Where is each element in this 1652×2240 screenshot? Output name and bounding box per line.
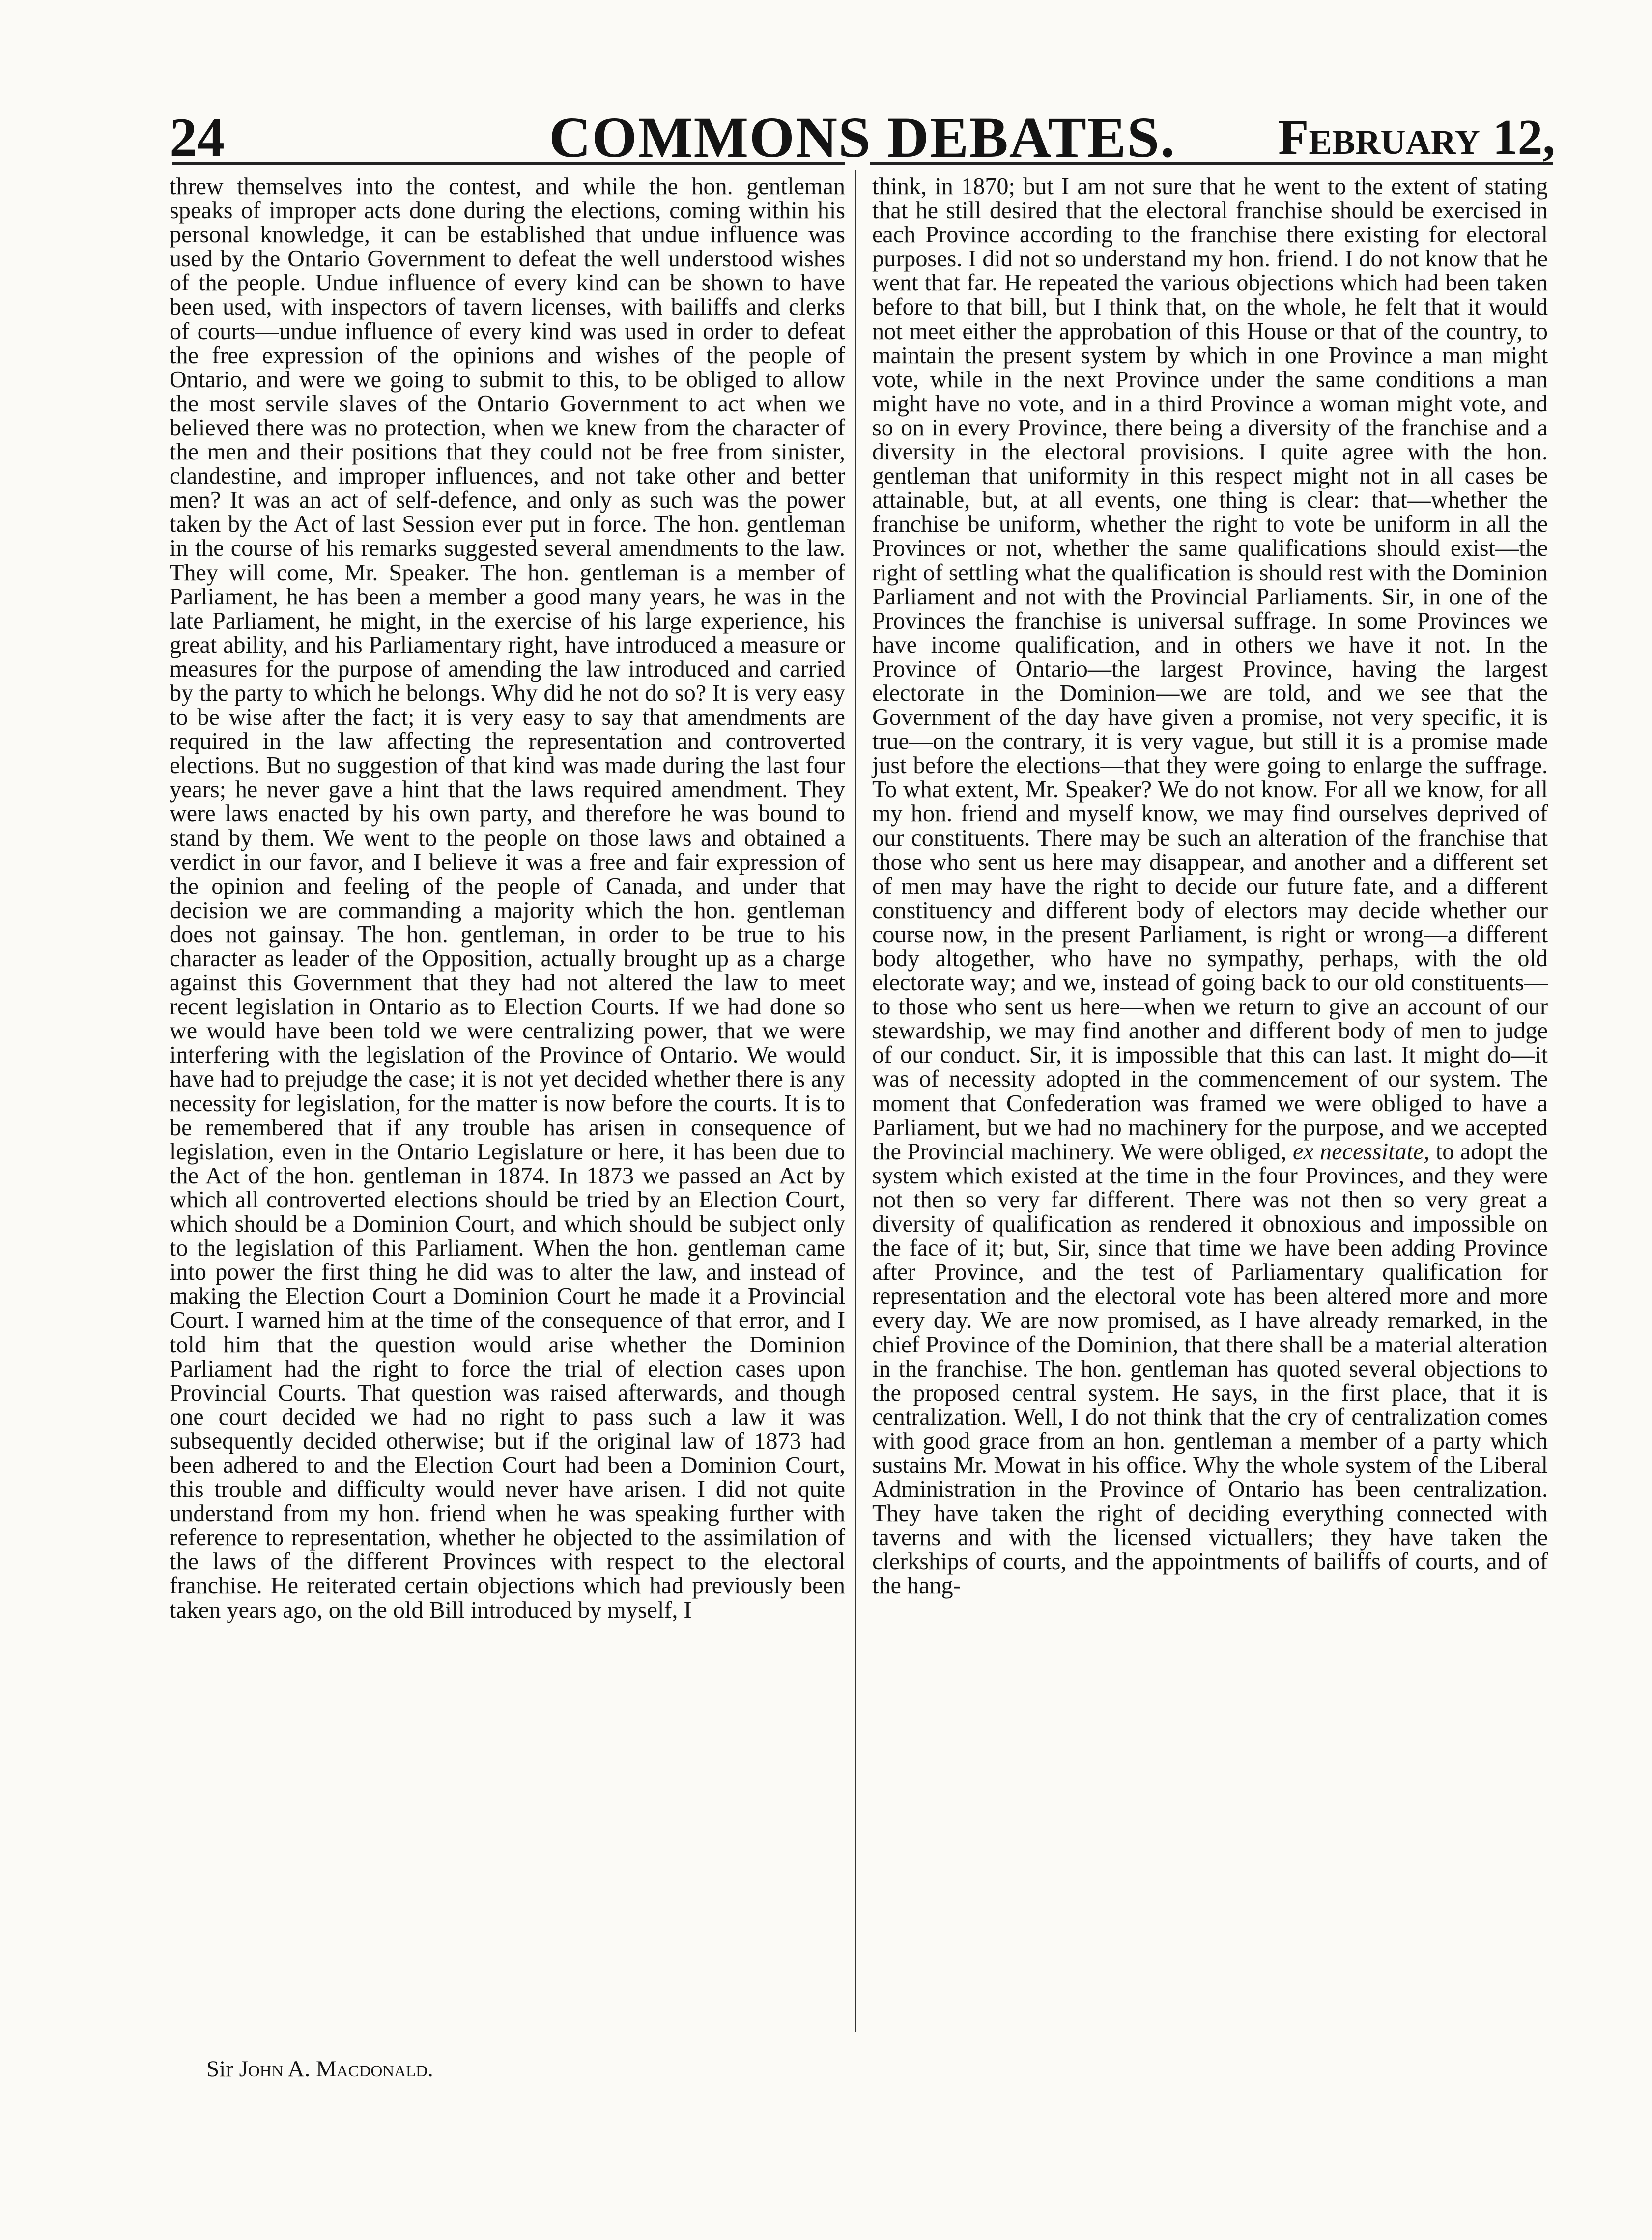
page-number: 24 (170, 107, 225, 168)
right-text-part-2: to adopt the system which existed at the time in the four Provinces, and they were not then so very far different. There was not then so very great a diversity of qualification as rendered it obnoxious and impossible on the face of it; but, Sir, since that time we have been adding Province after Province, and the test of Parliamentary qualification for representation and the electoral vote has been altered more and more every day. We are now promised, as I have already remarked, in the chief Province of the Dominion, that there shall be a material alteration in the franchise. The hon. gentleman has quoted several objections to the proposed central system. He says, in the first place, that it is centralization. Well, I do not think that the cry of centralization comes with good grace from an hon. gentleman a member of a party which sustains Mr. Mowat in his office. Why the whole system of the Liberal Administration in the Province of Ontario has been centralization. They have taken the right of deciding everything connected with taverns and with the licensed victuallers; they have taken the clerkships of courts, and the appointments of bailiffs of courts, and of the hang- (872, 1138, 1548, 1599)
latin-phrase: ex necessitate, (1292, 1138, 1430, 1165)
header-rule-right (870, 162, 1553, 165)
journal-title: COMMONS DEBATES. (549, 105, 1176, 170)
speaker-prefix: Sir (206, 2056, 233, 2082)
right-column-paragraph (872, 174, 1548, 1598)
column-divider (855, 170, 856, 2032)
left-column (170, 174, 845, 1622)
left-column-text: threw themselves into the contest, and while the hon. gentleman speaks of improper acts done during the elections, coming within his personal knowledge, it can be established that undue influence was used by the Ontario Government to defeat the well understood wishes of the people. Undue influence of every kind can be shown to have been used, with inspectors of tavern licenses, with bailiffs and clerks of courts—undue influence of every kind was used in order to defeat the free expression of the opinions and wishes of the people of Ontario, and were we going to submit to this, to be obliged to allow the most servile slaves of the Ontario Government to act when we believed there was no protection, when we knew from the character of the men and their positions that they could not be free from sinister, clandestine, and improper influences, and not take other and better men? It was an act of self-defence, and only as such was the power taken by the Act of last Session ever put in force. The hon. gentleman in the course of his remarks suggested several amendments to the law. They will come, Mr. Speaker. The hon. gentleman is a member of Parliament, he has been a member a good many years, he was in the late Parliament, he might, in the exercise of his large experience, his great ability, and his Parliamentary right, have introduced a measure or measures for the purpose of amending the law introduced and carried by the party to which he belongs. Why did he not do so? It is very easy to be wise after the fact; it is very easy to say that amendments are required in the law affecting the representation and controverted elections. But no suggestion of that kind was made during the last four years; he never gave a hint that the laws required amendment. They were laws enacted by his own party, and therefore he was bound to stand by them. We went to the people on those laws and obtained a verdict in our favor, and I believe it was a free and fair expression of the opinion and feeling of the people of Canada, and under that decision we are commanding a majority which the hon. gentleman does not gainsay. The hon. gentleman, in order to be true to his character as leader of the Opposition, actually brought up as a charge against this Government that they had not altered the law to meet recent legislation in Ontario as to Election Courts. If we had done so we would have been told we were centralizing power, that we were interfering with the legislation of the Province of Ontario. We would have had to prejudge the case; it is not yet decided whether there is any necessity for legislation, for the matter is now before the courts. It is to be remembered that if any trouble has arisen in consequence of legislation, even in the Ontario Legislature or here, it has been due to the Act of the hon. gentleman in 1874. In 1873 we passed an Act by which all controverted elections should be tried by an Election Court, which should be a Dominion Court, and which should be subject only to the legislation of this Parliament. When the hon. gentleman came into power the first thing he did was to alter the law, and instead of making the Election Court a Dominion Court he made it a Provincial Court. I warned him at the time of the consequence of that error, and I told him that the question would arise whether the Dominion Parliament had the right to force the trial of election cases upon Provincial Courts. That question was raised afterwards, and though one court decided we had no right to pass such a law it was subsequently decided otherwise; but if the original law of 1873 had been adhered to and the Election Court had been a Dominion Court, this trouble and difficulty would never have arisen. I did not quite understand from my hon. friend when he was speaking further with reference to representation, whether he objected to the assimilation of the laws of the different Provinces with respect to the electoral franchise. He reiterated certain objections which had previously been taken years ago, on the old Bill introduced by myself, I (170, 173, 845, 1623)
speaker-footer (206, 2054, 433, 2084)
right-text-part-1: think, in 1870; but I am not sure that he went to the extent of stating that he still desired that the electoral franchise should be exercised in each Province according to the franchise there existing for electoral purposes. I did not so understand my hon. friend. I do not know that he went that far. He repeated the various objections which had been taken before to that bill, but I think that, on the whole, he felt that it would not meet either the approbation of this House or that of the country, to maintain the present system by which in one Province a man might vote, while in the next Province under the same conditions a man might have no vote, and in a third Province a woman might vote, and so on in every Province, there being a diversity of the franchise and a diversity in the electoral provisions. I quite agree with the hon. gentleman that uniformity in this respect might not in all cases be attainable, but, at all events, one thing is clear: that—whether the franchise be uniform, whether the right to vote be uniform in all the Provinces or not, whether the same qualifications should exist—the right of settling what the qualification is should rest with the Dominion Parliament and not with the Provincial Parliaments. Sir, in one of the Provinces the franchise is universal suffrage. In some Provinces we have income qualification, and in others we have it not. In the Province of Ontario—the largest Province, having the largest electorate in the Dominion—we are told, and we see that the Government of the day have given a promise, not very specific, it is true—on the contrary, it is very vague, but still it is a promise made just before the elections—that they were going to enlarge the suffrage. To what extent, Mr. Speaker? We do not know. For all we know, for all my hon. friend and myself know, we may find ourselves deprived of our constituents. There may be such an alteration of the franchise that those who sent us here may disappear, and another and a different set of men may have the right to decide our future fate, and a different constituency and different body of electors may decide whether our course now, in the present Parliament, is right or wrong—a different body altogether, who have no sympathy, perhaps, with the old electorate way; and we, instead of going back to our old constituents—to those who sent us here—when we return to give an account of our stewardship, we may find another and different body of men to judge of our conduct. Sir, it is impossible that this can last. It might do—it was of necessity adopted in the commencement of our system. The moment that Confederation was framed we were obliged to have a Parliament, but we had no machinery for the purpose, and we accepted the Provincial machinery. We were obliged, (872, 173, 1548, 1165)
speaker-name: John A. Macdonald. (239, 2056, 433, 2082)
header-rule-left (172, 162, 845, 165)
issue-date: February 12, (1278, 110, 1555, 165)
right-column (872, 174, 1548, 1598)
